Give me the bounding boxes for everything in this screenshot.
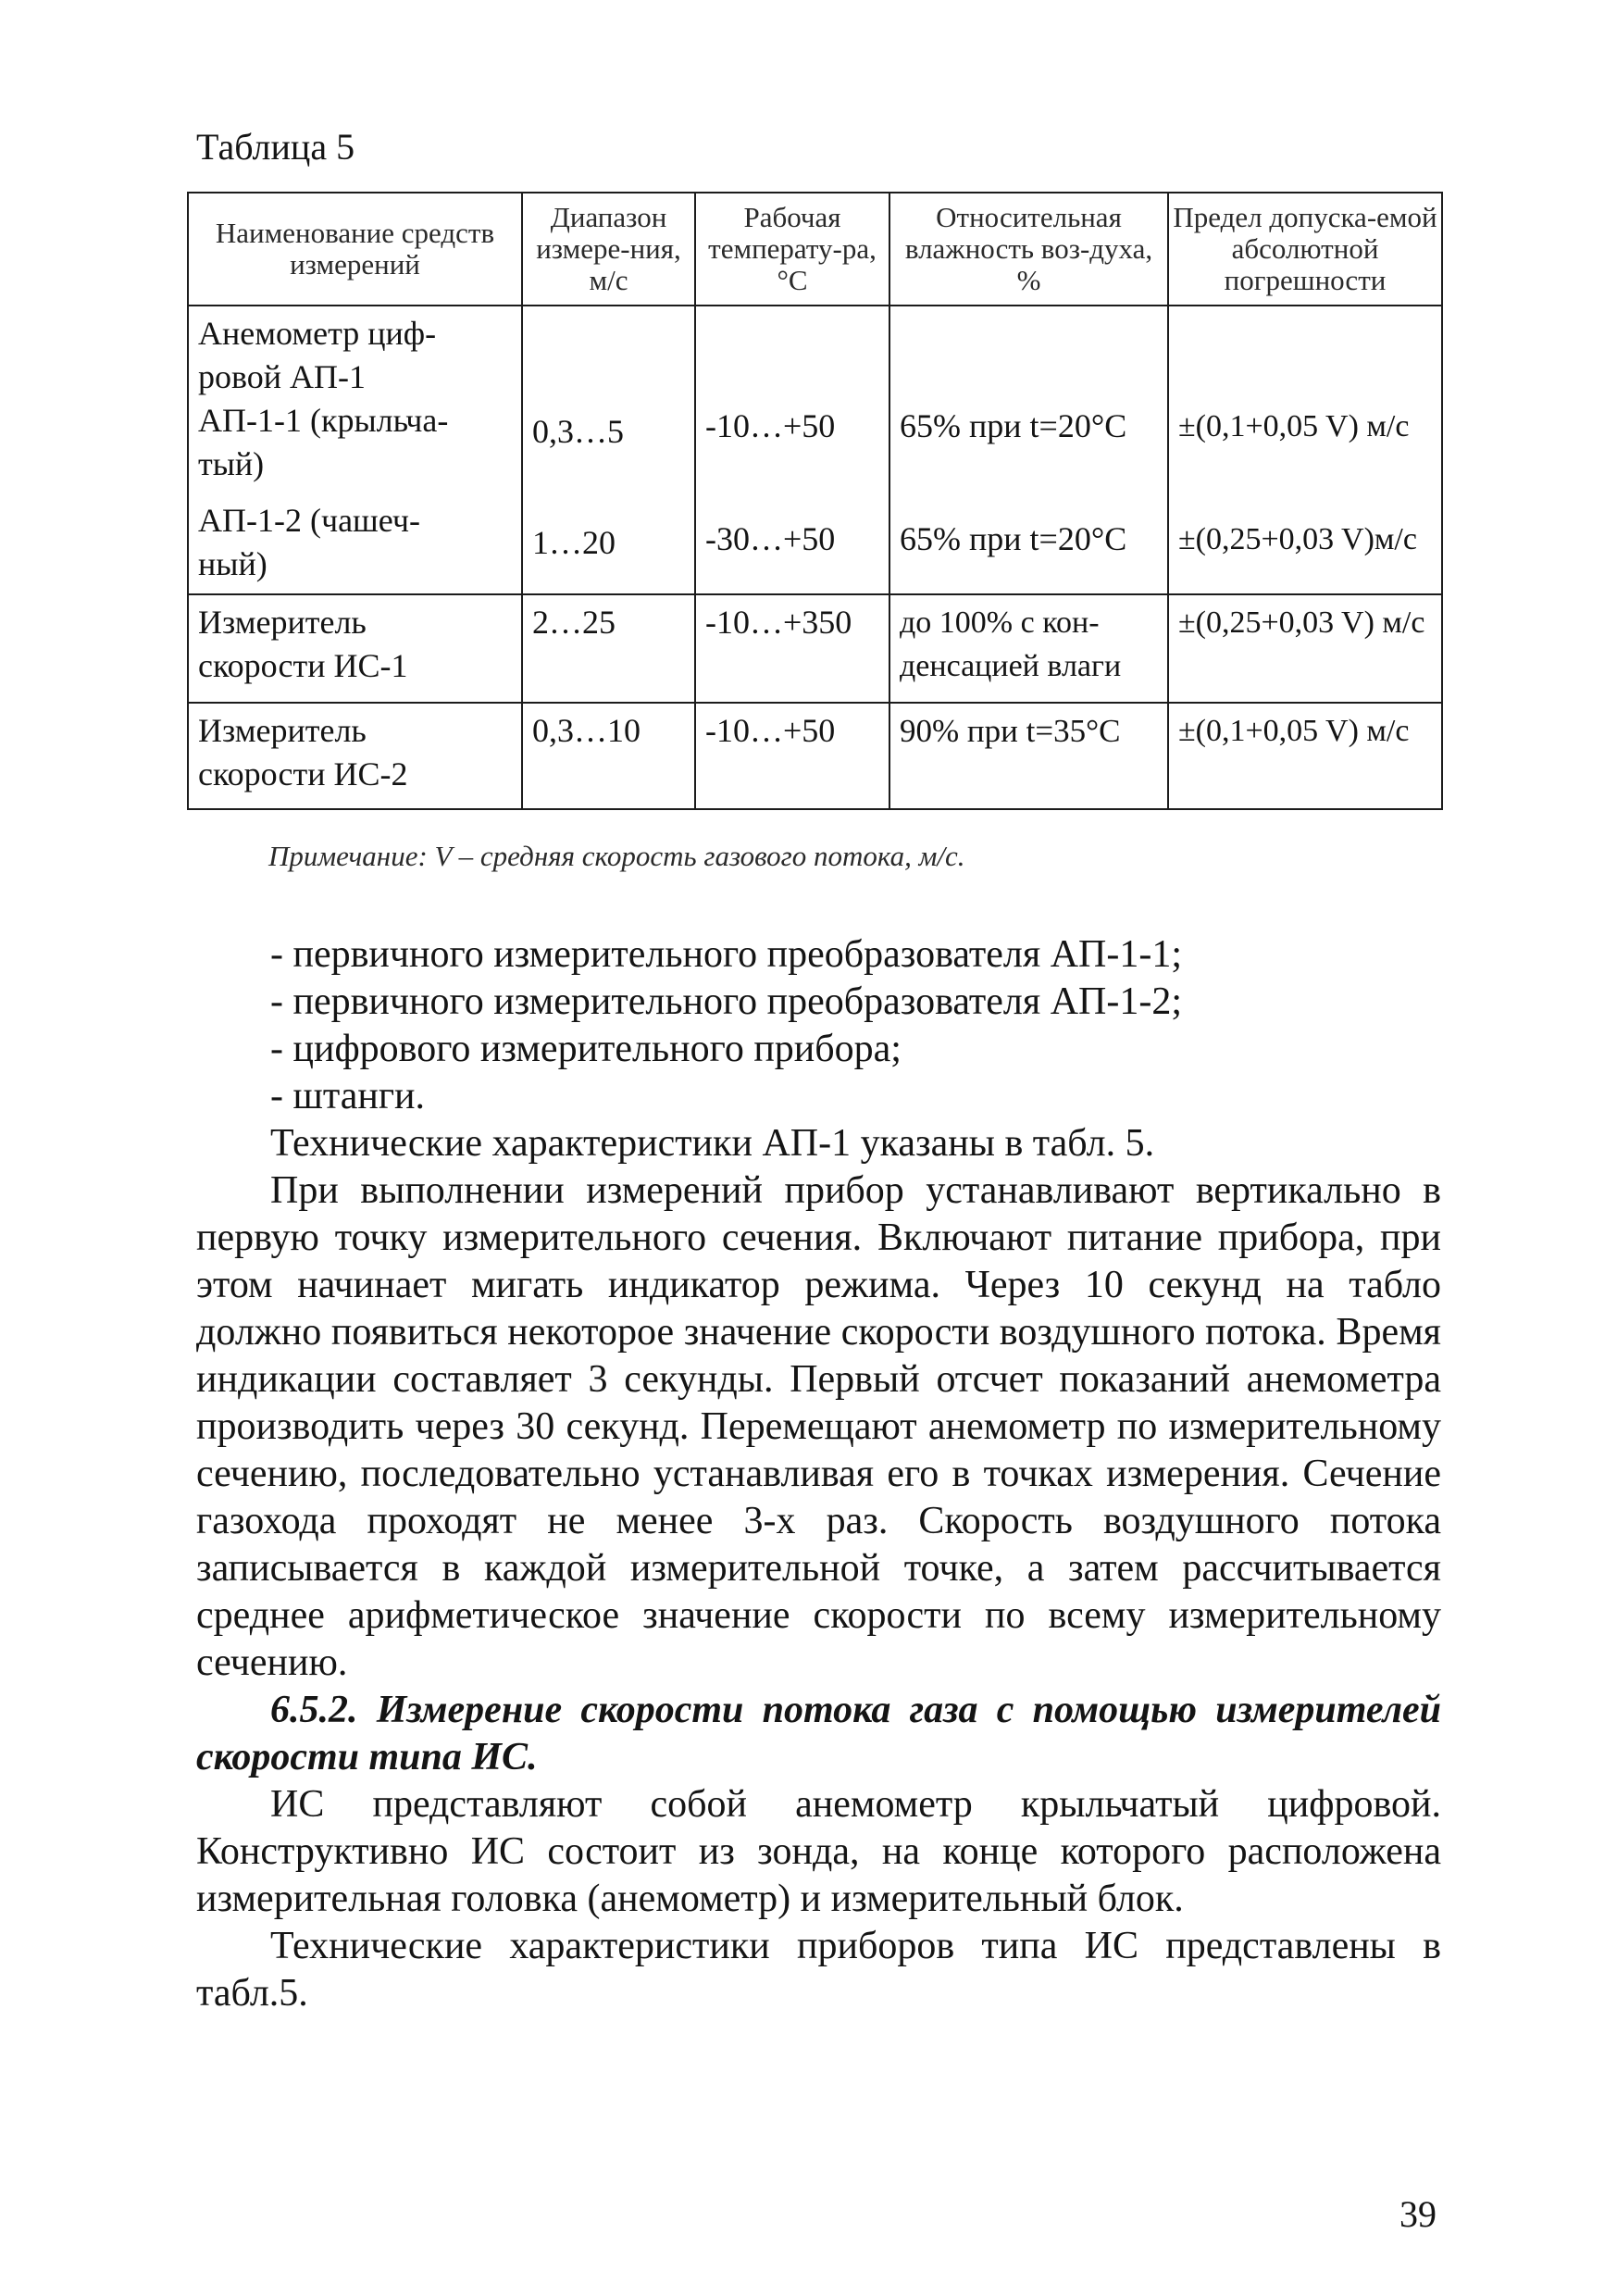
page-number: 39: [1399, 2193, 1437, 2235]
paragraph: ИС представляют собой анемометр крыльчатый цифровой. Конструктивно ИС состоит из зонда, на конце которого расположена измерительная головка (анемометр) и измерительный блок.: [196, 1783, 1441, 1920]
humidity-cell: [889, 703, 1168, 809]
range-value: 2…25: [532, 604, 616, 641]
error-value: ±(0,25+0,03 V) м/с: [1178, 605, 1425, 640]
table-row: [188, 306, 1442, 594]
header-cell: Наименование средств измерений: [188, 193, 522, 306]
table-header-row: [188, 193, 1442, 306]
table-note: Примечание: V – средняя скорость газового потока, м/с.: [268, 840, 965, 872]
name-line: АП-1-2 (чашеч-: [198, 502, 420, 539]
specifications-table: [187, 192, 1443, 810]
error-value: ±(0,25+0,03 V)м/с: [1178, 522, 1417, 556]
bullet-item: - первичного измерительного преобразователя АП-1-1;: [270, 933, 1183, 976]
error-value: ±(0,1+0,05 V) м/с: [1178, 409, 1410, 443]
table-row: [188, 703, 1442, 809]
range-cell: [522, 306, 695, 594]
name-cell: [188, 703, 522, 809]
humidity-line: денсацией влаги: [900, 649, 1122, 683]
bullet-item: - цифрового измерительного прибора;: [270, 1028, 902, 1070]
name-cell: [188, 594, 522, 703]
temperature-value: -30…+50: [705, 520, 836, 557]
humidity-cell: [889, 594, 1168, 703]
error-value: ±(0,1+0,05 V) м/с: [1178, 714, 1410, 748]
error-cell: [1168, 594, 1442, 703]
name-line: ровой АП-1: [198, 358, 367, 395]
humidity-line: до 100% с кон-: [900, 605, 1100, 640]
humidity-value: 90% при t=35°C: [900, 713, 1121, 749]
name-cell: [188, 306, 522, 594]
name-line: Измеритель: [198, 712, 367, 749]
temperature-cell: [695, 594, 889, 703]
header-cell: Предел допуска-емой абсолютной погрешности: [1168, 193, 1442, 306]
error-cell: [1168, 703, 1442, 809]
range-cell: [522, 703, 695, 809]
table-caption: Таблица 5: [196, 126, 355, 168]
name-line: скорости ИС-2: [198, 755, 408, 792]
section-heading: 6.5.2. Измерение скорости потока газа с помощью измерителей скорости типа ИС.: [196, 1689, 1441, 1778]
humidity-value: 65% при t=20°C: [900, 407, 1127, 444]
name-line: АП-1-1 (крыльча-: [198, 402, 449, 439]
paragraph: Технические характеристики АП-1 указаны в табл. 5.: [270, 1122, 1155, 1165]
temperature-cell: [695, 306, 889, 594]
error-cell: [1168, 306, 1442, 594]
range-value: 0,3…5: [532, 413, 624, 450]
range-value: 1…20: [532, 524, 616, 561]
header-cell: Рабочая температу-ра, °С: [695, 193, 889, 306]
name-line: скорости ИС-1: [198, 647, 408, 684]
body-text: [196, 931, 1441, 2017]
temperature-value: -10…+50: [705, 407, 836, 444]
name-line: Анемометр циф-: [198, 315, 437, 352]
humidity-value: 65% при t=20°C: [900, 520, 1127, 557]
temperature-value: -10…+50: [705, 712, 836, 749]
bullet-item: - штанги.: [270, 1075, 426, 1117]
name-line: тый): [198, 445, 265, 482]
header-cell: Диапазон измере-ния, м/с: [522, 193, 695, 306]
range-cell: [522, 594, 695, 703]
range-value: 0,3…10: [532, 712, 641, 749]
header-cell: Относительная влажность воз-духа, %: [889, 193, 1168, 306]
table-row: [188, 594, 1442, 703]
name-line: ный): [198, 545, 267, 582]
name-line: Измеритель: [198, 604, 367, 641]
bullet-item: - первичного измерительного преобразователя АП-1-2;: [270, 980, 1183, 1023]
temperature-value: -10…+350: [705, 604, 852, 641]
paragraph: Технические характеристики приборов типа ИС представлены в табл.5.: [196, 1925, 1441, 2015]
temperature-cell: [695, 703, 889, 809]
paragraph: При выполнении измерений прибор устанавливают вертикально в первую точку измерительного сечения. Включают питание прибора, при этом начинает мигать индикатор режима. Через 10 секунд на табло должно появиться некоторое значение скорости воздушного потока. Время индикации составляет 3 секунды. Первый отсчет показаний анемометра производить через 30 секунд. Перемещают анемометр по измерительному сечению, последовательно устанавливая его в точках измерения. Сечение газохода проходят не менее 3-х раз. Скорость воздушного потока записывается в каждой измерительной точке, а затем рассчитывается среднее арифметическое значение скорости по всему измерительному сечению.: [196, 1169, 1441, 1684]
humidity-cell: [889, 306, 1168, 594]
